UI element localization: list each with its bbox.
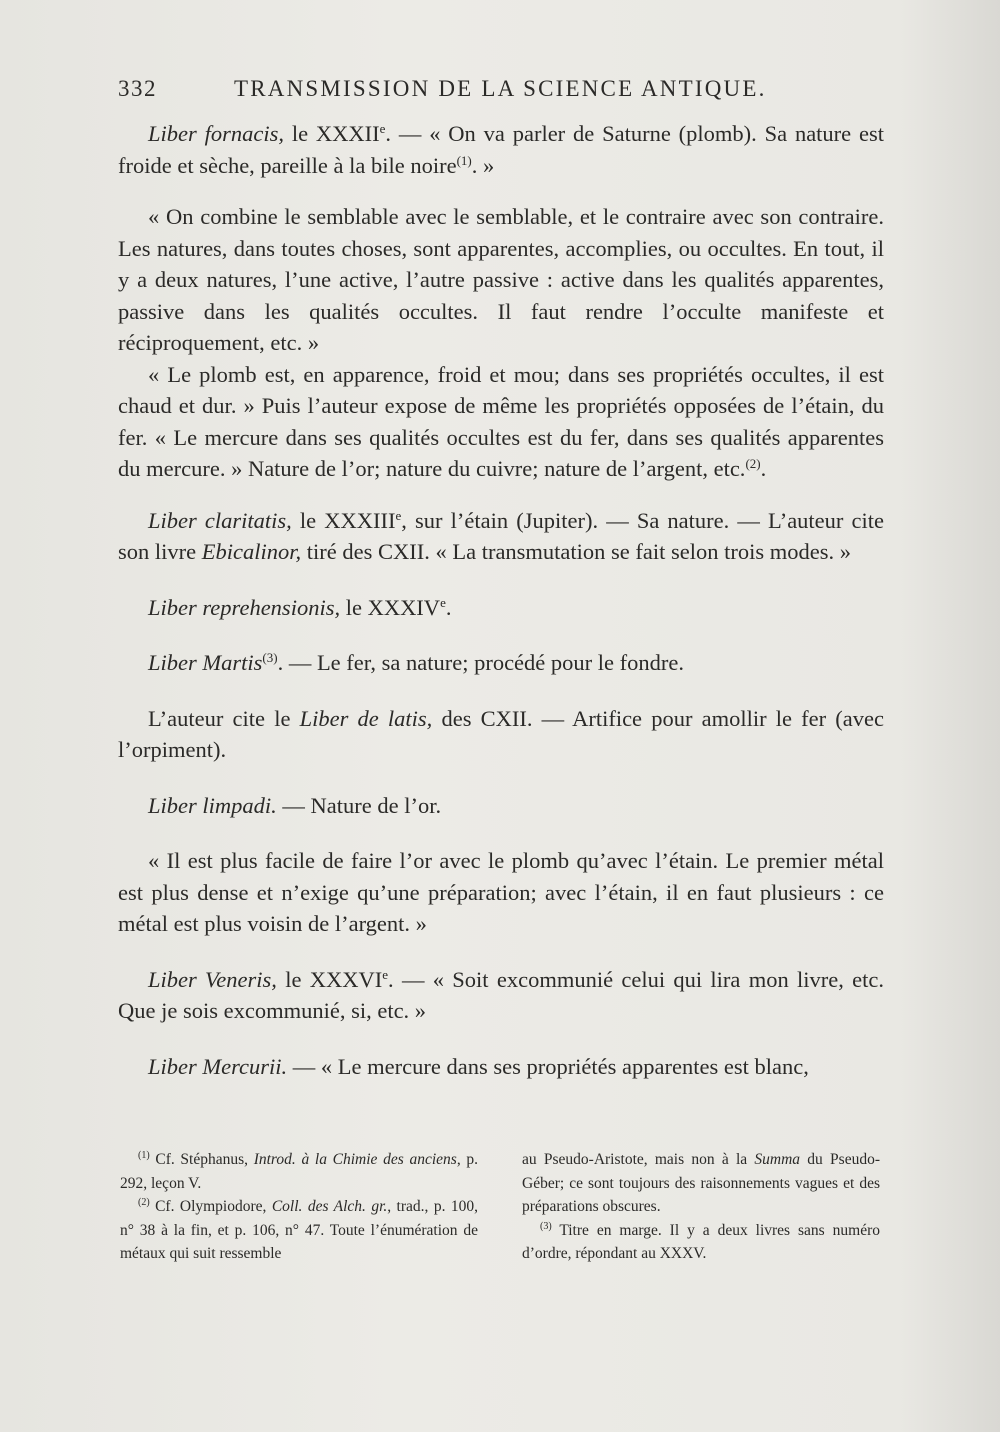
footnote-ref: (2) [745, 456, 761, 471]
paragraph-liber-veneris: Liber Veneris, le XXXVIe. — « Soit excommunié celui qui lira mon livre, etc. Que je sois excommunié, si, etc. » [118, 966, 884, 1023]
footnote-1: $^{(1)}$ Cf. Stéphanus, Introd. à la Chimie des anciens, p. 292, leçon V. [120, 1150, 479, 1192]
main-text [118, 118, 884, 1082]
book-title: Liber claritatis, [148, 507, 292, 533]
paragraph-liber-mercurii: Liber Mercurii. — « Le mercure dans ses propriétés apparentes est blanc, [148, 1053, 809, 1079]
footnote-2-continued: au Pseudo-Aristote, mais non à la Summa du Pseudo-Géber; ce sont toujours des raisonnements vagues et des préparations obscures. [522, 1151, 880, 1215]
page-header [118, 76, 888, 106]
paragraph-quote-natures: « On combine le semblable avec le semblable, et le contraire avec son contraire. Les natures, dans toutes choses, sont apparentes, accomplies, ou occultes. En tout, il y a deux natures, l’une active, l’autre passive : active dans les qualités apparentes, passive dans les qualités occultes. Il faut rendre l’occulte manifeste et réciproquement, etc. » [118, 204, 884, 355]
running-head: TRANSMISSION DE LA SCIENCE ANTIQUE. [234, 76, 767, 101]
book-title: Liber Martis [148, 650, 263, 675]
footnotes-left-column [120, 1148, 478, 1266]
paragraph-liber-de-latis: L’auteur cite le Liber de latis, des CXII. — Artifice pour amollir le fer (avec l’orpiment). [118, 705, 884, 762]
book-title: Liber reprehensionis, [148, 594, 341, 620]
book-title: Liber fornacis, [148, 121, 284, 146]
book-title: Liber Veneris, [148, 966, 277, 992]
page-number: 332 [118, 76, 157, 101]
cited-book: Ebicalinor, [201, 539, 302, 564]
paragraph-liber-limpadi: Liber limpadi. — Nature de l’or. [148, 792, 442, 818]
paragraph-quote-plomb: « Le plomb est, en apparence, froid et mou; dans ses propriétés occultes, il est chaud et dur. » Puis l’auteur expose de même les propriétés opposées de l’étain, du fer. « Le mercure dans ses qualités occultes est du fer, dans ses qualités apparentes du mercure. » Nature de l’or; nature du cuivre; nature de l’argent, etc.$^{(2)}$. [118, 361, 884, 481]
book-title: Liber Mercurii. [148, 1053, 288, 1079]
paragraph-liber-claritatis: Liber claritatis, le XXXIIIe, sur l’étain (Jupiter). — Sa nature. — L’auteur cite son livre Ebicalinor, tiré des CXII. « La transmutation se fait selon trois modes. » [118, 507, 885, 564]
paragraph-liber-fornacis: Liber fornacis, le XXXIIe. — « On va parler de Saturne (plomb). Sa nature est froide et sèche, pareille à la bile noire$^{(1)}$. » [118, 121, 884, 178]
book-title: Liber limpadi. [148, 792, 277, 818]
paragraph-liber-martis: Liber Martis$^{(3)}$. — Le fer, sa nature; procédé pour le fondre. [148, 650, 684, 675]
footnotes-right-column [522, 1148, 880, 1266]
footnote-2: $^{(2)}$ Cf. Olympiodore, Coll. des Alch. gr., trad., p. 100, n° 38 à la fin, et p. 106, n° 47. Toute l’énumération de métaux qui suit ressemble [120, 1197, 478, 1262]
footnote-3: $^{(3)}$ Titre en marge. Il y a deux livres sans numéro d’ordre, répondant au XXXV. [522, 1220, 880, 1262]
paragraph-liber-reprehensionis: Liber reprehensionis, le XXXIVe. [148, 594, 452, 620]
cited-book: Liber de latis, [299, 705, 433, 731]
footnote-ref: (1) [456, 152, 472, 168]
paragraph-quote-or: « Il est plus facile de faire l’or avec le plomb qu’avec l’étain. Le premier métal est plus dense et n’exige qu’une préparation; avec l’étain, il en faut plusieurs : ce métal est plus voisin de l’argent. » [118, 848, 884, 936]
footnote-ref: (3) [262, 650, 278, 665]
